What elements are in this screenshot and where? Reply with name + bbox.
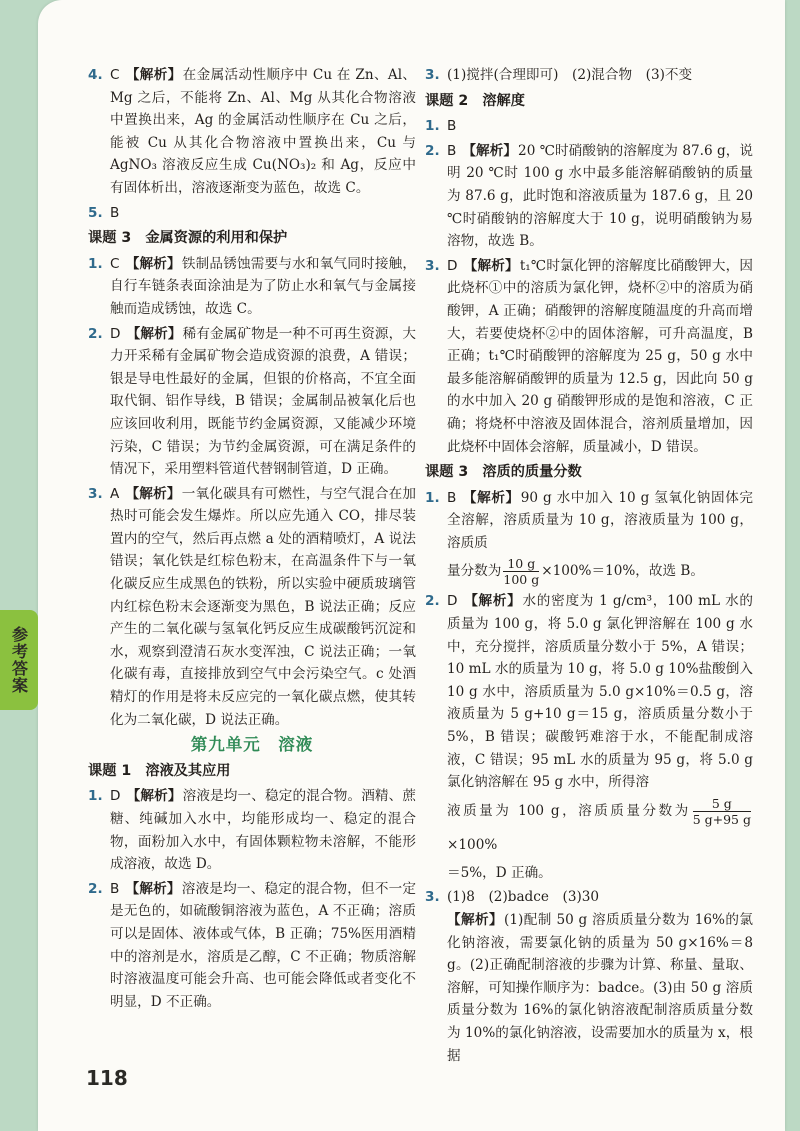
- answer-letter: C: [110, 255, 120, 272]
- analysis-text: 溶液是均一、稳定的混合物，但不一定是无色的，如硫酸铜溶液为蓝色，A 不正确；溶质可以是固体、液体或气体，B 正确；75%医用酒精中的溶剂是水，溶质是乙醇，C 不正确；物质溶解时溶液温度可能会升高、也可能会降低或者变化不明显，D 不正确。: [110, 880, 417, 1010]
- answer-letter: B: [447, 489, 457, 506]
- analysis-tag: 【解析】: [125, 880, 181, 897]
- analysis-tag: 【解析】: [462, 142, 518, 159]
- unit-title: 第九单元 溶液: [190, 735, 314, 755]
- right-column: [425, 64, 753, 1069]
- item-number: 2.: [425, 142, 440, 159]
- answer-item: [88, 323, 416, 481]
- answer-item: [425, 255, 753, 458]
- analysis-tag: 【解析】: [125, 67, 182, 83]
- item-number: 2.: [88, 325, 103, 342]
- analysis-tag: 【解析】: [463, 257, 519, 274]
- answer-item: [425, 886, 753, 1067]
- answer-item: [425, 64, 753, 87]
- formula-result: ＝5%，D 正确。: [447, 864, 552, 881]
- analysis-tag: 【解析】: [463, 593, 522, 610]
- fraction: [503, 556, 539, 587]
- answer-item: [88, 483, 416, 732]
- analysis-text: 稀有金属矿物是一种不可再生资源，大力开采稀有金属矿物会造成资源的浪费，A 错误；银是导电性最好的金属，但银的价格高，不宜全面取代铜、铝作导线，B 错误；金属制品被氧化后也应该回收利用，既能节约金属资源，又能减少环境污染，C 错误；为节约金属资源，可在满足条件的情况下，采用塑料管道代替钢制管道，D 正确。: [110, 325, 417, 478]
- side-tab: [0, 610, 38, 710]
- item-number: 3.: [425, 67, 440, 83]
- answer-letter: D: [447, 257, 458, 274]
- fraction-denominator: 100 g: [503, 572, 540, 588]
- answer-letter: B: [110, 204, 120, 221]
- answer-letter: B: [110, 880, 120, 897]
- lesson-heading: 课题 2 溶解度: [425, 92, 525, 109]
- formula-prefix: 量分数为: [447, 563, 502, 580]
- analysis-text: 铁制品锈蚀需要与水和氧气同时接触，自行车链条表面涂油是为了防止水和氧气与金属接触而造成锈蚀，故选 C。: [110, 255, 417, 317]
- fraction-numerator: 10 g: [503, 556, 539, 572]
- fraction-numerator: 5 g: [693, 796, 751, 812]
- answer-letter: A: [110, 485, 120, 502]
- answer-item: [425, 487, 753, 589]
- item-number: 2.: [425, 593, 440, 610]
- analysis-text: 溶液是均一、稳定的混合物。酒精、蔗糖、纯碱加入水中，均能形成均一、稳定的混合物，面粉加入水中，有固体颗粒物未溶解，不能形成溶液，故选 D。: [110, 788, 417, 873]
- analysis-text: 一氧化碳具有可燃性，与空气混合在加热时可能会发生爆炸。所以应先通入 CO，排尽装置内的空气，然后再点燃 a 处的酒精喷灯，A 说法错误；氧化铁是红棕色粉末，在高温条件下与一氧化碳反应生成黑色的铁粉，所以实验中硬质玻璃管内红棕色粉末会逐渐变为黑色，B 说法正确；反应产生的二氧化碳与氢氧化钙反应生成碳酸钙沉淀和水，观察到澄清石灰水变浑浊，C 说法正确；一氧化碳有毒，直接排放到空气中会污染空气。c 处酒精灯的作用是将未反应完的一氧化碳点燃，使其转化为二氧化碳，D 说法正确。: [110, 485, 417, 728]
- answer-item: [88, 64, 416, 200]
- analysis-text: t₁℃时氯化钾的溶解度比硝酸钾大，因此烧杯①中的溶质为氯化钾，烧杯②中的溶质为硝酸钾，A 正确；硝酸钾的溶解度随温度的升高而增大，若要使烧杯②中的固体溶解，可升高温度，B 正确；t₁℃时硝酸钾的溶解度为 25 g，50 g 水中最多能溶解硝酸钾的质量为 12.5 g，因此向 50 g 的水中加入 20 g 硝酸钾形成的是饱和溶液，C 正确；将烧杯中溶液及固体混合，溶剂质量增加，因此烧杯中固体会溶解，质量减小，D 错误。: [447, 257, 753, 455]
- analysis-tag: 【解析】: [125, 485, 181, 502]
- analysis-text: (1)配制 50 g 溶质质量分数为 16%的氯化钠溶液，需要氯化钠的质量为 50 g×16%＝8 g。(2)正确配制溶液的步骤为计算、称量、量取、溶解，可知操作顺序为：badce。(3)由 50 g 溶质质量分数为 16%的氯化钠溶液配制溶质质量分数为 10%的氯化钠溶液，设需要加水的质量为 x，根据: [447, 912, 753, 1064]
- analysis-tag: 【解析】: [462, 489, 520, 506]
- item-number: 1.: [425, 489, 440, 506]
- answer-letter: D: [447, 593, 458, 610]
- analysis-tag: 【解析】: [126, 325, 182, 342]
- lesson-heading: 课题 1 溶液及其应用: [88, 762, 231, 779]
- analysis-tag: 【解析】: [125, 255, 181, 272]
- analysis-text: 20 ℃时硝酸钠的溶解度为 87.6 g，说明 20 ℃时 100 g 水中最多能溶解硝酸钠的质量为 87.6 g，此时饱和溶液质量为 187.6 g，且 20 ℃时硝酸钠的溶解度大于 10 g，说明硝酸钠为易溶物，故选 B。: [447, 142, 754, 250]
- item-number: 1.: [88, 788, 103, 805]
- fraction: [693, 796, 751, 827]
- item-number: 2.: [88, 880, 103, 897]
- formula-suffix: ×100%: [447, 836, 498, 853]
- answer-item: [88, 878, 416, 1014]
- formula-prefix: 液质量为 100 g，溶质质量分数为: [447, 802, 691, 819]
- answer-item: [88, 253, 416, 321]
- answer-letter: B: [447, 142, 457, 159]
- answer-item: [88, 785, 416, 875]
- answer-letter: B: [447, 118, 457, 135]
- item-number: 5.: [88, 204, 103, 221]
- item-number: 3.: [425, 889, 440, 906]
- analysis-tag: 【解析】: [447, 912, 504, 928]
- side-tab-label: 参考答案: [9, 626, 29, 694]
- analysis-text: 90 g 水中加入 10 g 氢氧化钠固体完全溶解，溶质质量为 10 g，溶液质量为 100 g，溶质质: [447, 489, 754, 551]
- answer-letter: C: [110, 67, 120, 83]
- item-number: 3.: [88, 485, 103, 502]
- item-number: 1.: [88, 255, 103, 272]
- analysis-text: 水的密度为 1 g/cm³，100 mL 水的质量为 100 g，将 5.0 g 氯化钾溶解在 100 g 水中，充分搅拌，溶质质量分数小于 5%，A 错误；10 mL 水的质量为 10 g，将 5.0 g 10%盐酸倒入 10 g 水中，溶质质量为 5.0 g×10%＝0.5 g，溶液质量为 5 g+10 g＝15 g，溶质质量分数小于 5%，B 错误；碳酸钙难溶于水，不能配制成溶液，C 错误；95 mL 水的质量为 95 g，将 5.0 g 氯化钠溶解在 95 g 水中，所得溶: [447, 593, 754, 791]
- answer-item: [425, 115, 753, 138]
- answer-item: [88, 202, 416, 225]
- answer-letter: D: [110, 788, 121, 805]
- lesson-heading: 课题 3 金属资源的利用和保护: [88, 230, 288, 247]
- left-column: [88, 64, 416, 1015]
- formula-line: [447, 794, 753, 862]
- fraction-denominator: 5 g+95 g: [692, 811, 751, 827]
- formula-line: [447, 554, 753, 588]
- item-number: 1.: [425, 118, 440, 135]
- item-number: 3.: [425, 257, 440, 274]
- page-number: 118: [86, 1066, 128, 1090]
- lesson-heading: 课题 3 溶质的质量分数: [425, 464, 582, 481]
- item-number: 4.: [88, 67, 103, 83]
- analysis-tag: 【解析】: [126, 788, 182, 805]
- analysis-text: 在金属活动性顺序中 Cu 在 Zn、Al、Mg 之后，不能将 Zn、Al、Mg 从其化合物溶液中置换出来，Ag 的金属活动性顺序在 Cu 之后，能被 Cu 从其化合物溶液中置换出来，Cu 与 AgNO₃ 溶液反应生成 Cu(NO₃)₂ 和 Ag，反应中有固体析出，溶液逐渐变为蓝色，故选 C。: [110, 67, 417, 196]
- answer-text: (1)搅拌(合理即可) (2)混合物 (3)不变: [447, 67, 693, 83]
- answer-text: (1)8 (2)badce (3)30: [447, 889, 600, 906]
- formula-suffix: ×100%＝10%，故选 B。: [541, 563, 704, 580]
- answer-item: [425, 590, 753, 884]
- answer-letter: D: [110, 325, 121, 342]
- answer-item: [425, 140, 753, 253]
